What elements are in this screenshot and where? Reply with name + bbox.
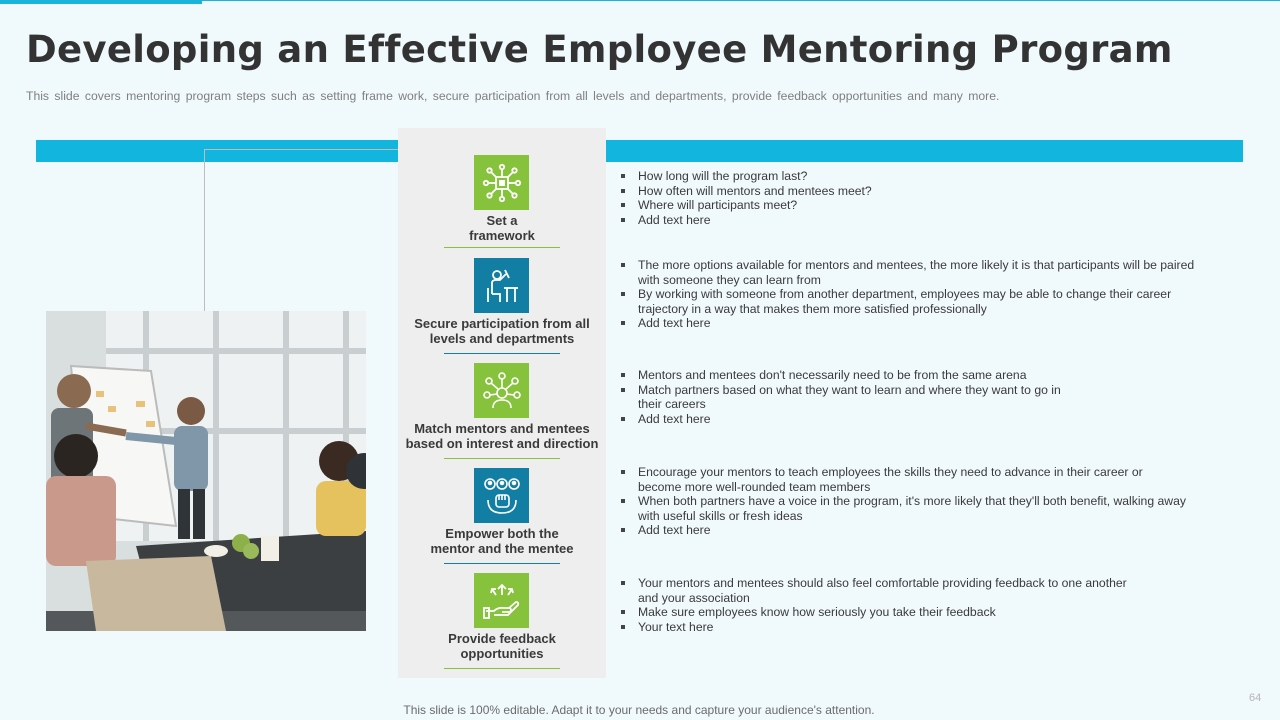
bullet-continuation: [620, 509, 1210, 524]
bullet-continuation: [620, 273, 1210, 288]
step-label-line-2: based on interest and direction: [405, 436, 599, 451]
header-band: [36, 140, 1243, 162]
bullet-continuation: [620, 397, 1210, 412]
bullet-item: How long will the program last?: [620, 169, 1210, 184]
bullet-continuation-text: become more well-rounded team members: [638, 479, 871, 494]
step-label: [398, 631, 606, 661]
bullet-item: Add text here: [620, 316, 1210, 331]
bullet-item: Mentors and mentees don't necessarily need to be from the same arena: [620, 368, 1210, 383]
bullet-continuation: [620, 591, 1210, 606]
bullet-item: By working with someone from another department, employees may be able to change their career: [620, 287, 1210, 302]
bullet-item: Your mentors and mentees should also feel comfortable providing feedback to one another: [620, 576, 1210, 591]
bullet-item: Add text here: [620, 213, 1210, 228]
bullet-item: Add text here: [620, 412, 1210, 427]
bullet-continuation-text: with useful skills or fresh ideas: [638, 508, 803, 523]
network-chip-icon: [474, 155, 529, 210]
slide-footer: [0, 703, 1280, 717]
bullet-item: Match partners based on what they want to learn and where they want to go in: [620, 383, 1210, 398]
bullet-item: Where will participants meet?: [620, 198, 1210, 213]
bullet-continuation: [620, 302, 1210, 317]
step-underline: [444, 458, 560, 459]
bullet-list-step-4: [620, 465, 1210, 538]
step-label-line-1: Empower both the: [445, 526, 559, 541]
bullet-list-step-2: [620, 258, 1210, 331]
step-label: [398, 421, 606, 451]
page-number: 64: [1249, 692, 1262, 704]
bullet-continuation: [620, 480, 1210, 495]
bullet-continuation-text: and your association: [638, 590, 750, 605]
step-label-line-1: Provide feedback: [448, 631, 556, 646]
top-accent-bar: [0, 0, 202, 4]
office-meeting-photo: [46, 311, 366, 631]
step-underline: [444, 353, 560, 354]
slide-title: Developing an Effective Employee Mentoring Program: [26, 28, 1173, 71]
mentor-network-icon: [474, 363, 529, 418]
bullet-item: Your text here: [620, 620, 1210, 635]
footer-text: This slide is 100% editable. Adapt it to your needs and capture your audience's attention.: [403, 703, 875, 717]
slide-subtitle: This slide covers mentoring program steps such as setting frame work, secure participation from all levels and departments, provide feedback opportunities and many more.: [26, 89, 1000, 103]
person-at-desk-icon: [474, 258, 529, 313]
bullet-continuation-text: their careers: [638, 397, 706, 411]
step-underline: [444, 668, 560, 669]
bullet-list-step-5: [620, 576, 1210, 634]
empower-fist-icon: [474, 468, 529, 523]
bullet-item: Make sure employees know how seriously you take their feedback: [620, 605, 1210, 620]
step-label-line-1: Set a: [486, 213, 518, 228]
bullet-item: How often will mentors and mentees meet?: [620, 184, 1210, 199]
step-label-line-1: Secure participation from all: [414, 316, 590, 331]
bullet-item: Add text here: [620, 523, 1210, 538]
hand-feedback-icon: [474, 573, 529, 628]
bullet-list-step-1: [620, 169, 1210, 227]
bullet-continuation-text: trajectory in a way that makes them more satisfied professionally: [638, 301, 987, 316]
step-label-line-2: framework: [469, 228, 535, 243]
step-label: [398, 213, 606, 243]
bullet-item: When both partners have a voice in the program, it's more likely that they'll both benefit, walking away: [620, 494, 1210, 509]
step-label-line-2: levels and departments: [429, 331, 575, 346]
step-underline: [444, 563, 560, 564]
step-label-line-2: mentor and the mentee: [430, 541, 574, 556]
connector-line-vertical: [204, 149, 205, 311]
step-label-line-1: Match mentors and mentees: [414, 421, 590, 436]
step-label-line-2: opportunities: [460, 646, 544, 661]
step-label: [398, 526, 606, 556]
bullet-item: Encourage your mentors to teach employees the skills they need to advance in their career or: [620, 465, 1210, 480]
step-underline: [444, 247, 560, 248]
bullet-continuation-text: with someone they can learn from: [638, 272, 821, 287]
bullet-list-step-3: [620, 368, 1210, 426]
step-label: [398, 316, 606, 346]
bullet-item: The more options available for mentors and mentees, the more likely it is that participants will be paired: [620, 258, 1210, 273]
